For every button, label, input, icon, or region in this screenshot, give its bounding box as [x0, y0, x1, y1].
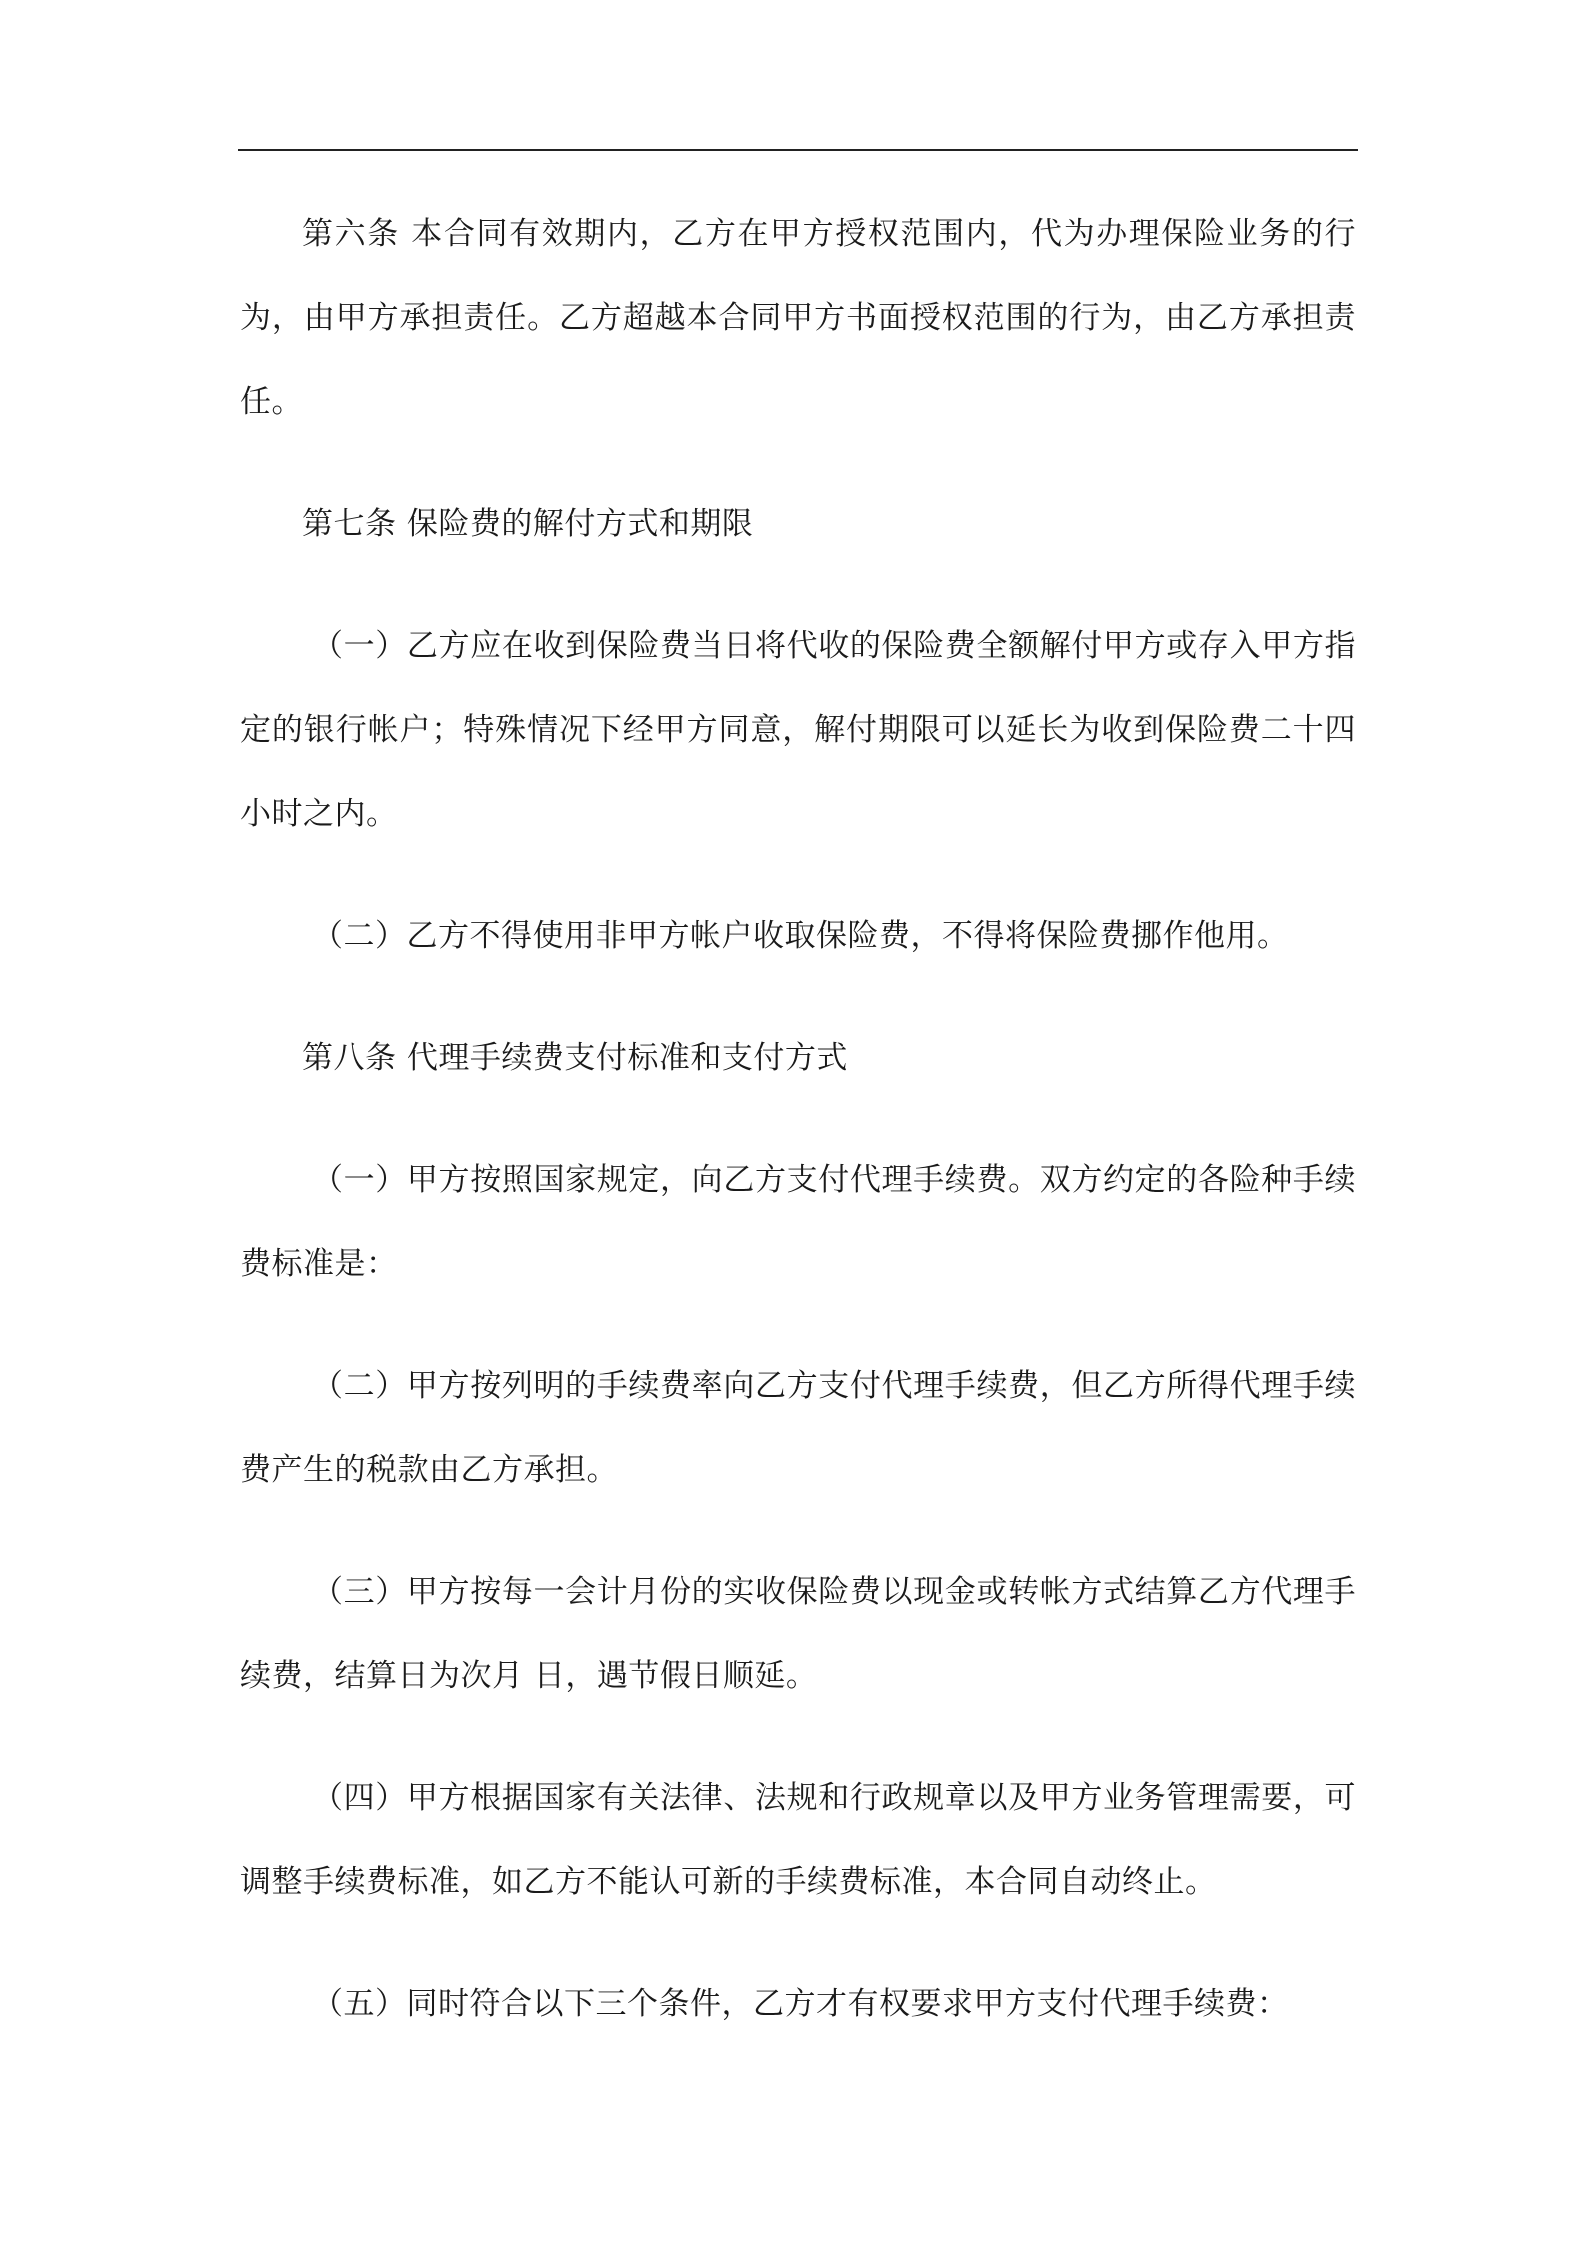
article-8-heading: 第八条 代理手续费支付标准和支付方式 [302, 1040, 848, 1076]
document-body [240, 192, 1356, 2084]
header-rule [238, 149, 1358, 151]
article-8-item-1: （一）甲方按照国家规定，向乙方支付代理手续费。双方约定的各险种手续费标准是： [240, 1162, 1356, 1282]
article-7-item-1: （一）乙方应在收到保险费当日将代收的保险费全额解付甲方或存入甲方指定的银行帐户；特殊情况下经甲方同意，解付期限可以延长为收到保险费二十四小时之内。 [240, 628, 1356, 832]
article-8-item-4: （四）甲方根据国家有关法律、法规和行政规章以及甲方业务管理需要，可调整手续费标准，如乙方不能认可新的手续费标准，本合同自动终止。 [240, 1780, 1356, 1900]
article-7-heading: 第七条 保险费的解付方式和期限 [302, 506, 754, 542]
article-8-item-2: （二）甲方按列明的手续费率向乙方支付代理手续费，但乙方所得代理手续费产生的税款由乙方承担。 [240, 1368, 1356, 1488]
article-8-item-3: （三）甲方按每一会计月份的实收保险费以现金或转帐方式结算乙方代理手续费，结算日为次月 日，遇节假日顺延。 [240, 1574, 1356, 1694]
article-8-item-5: （五）同时符合以下三个条件，乙方才有权要求甲方支付代理手续费： [312, 1986, 1289, 2022]
article-7-item-2: （二）乙方不得使用非甲方帐户收取保险费，不得将保险费挪作他用。 [312, 918, 1289, 954]
article-6-paragraph: 第六条 本合同有效期内，乙方在甲方授权范围内，代为办理保险业务的行为，由甲方承担责任。乙方超越本合同甲方书面授权范围的行为，由乙方承担责任。 [240, 216, 1356, 420]
